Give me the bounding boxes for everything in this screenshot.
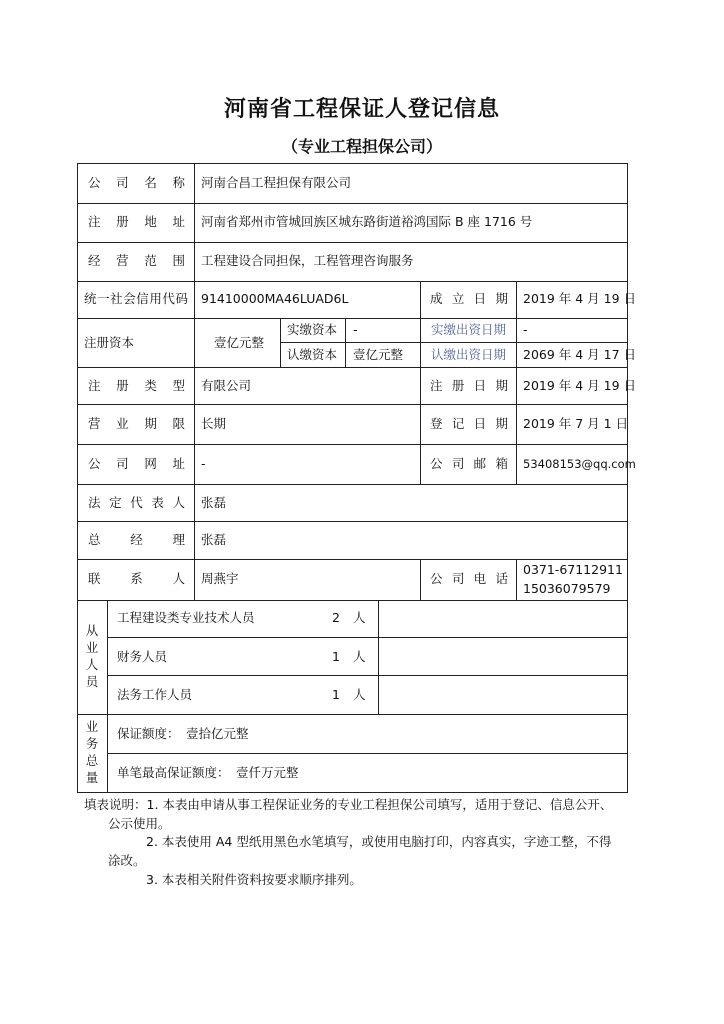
staff-row-unit: 人 xyxy=(353,610,366,625)
row-divider xyxy=(77,404,628,405)
guarantee-value: 壹拾亿元整 xyxy=(186,726,249,741)
address-label: 注册地址 xyxy=(88,214,185,229)
email-label: 公司邮箱 xyxy=(430,456,508,471)
row-divider xyxy=(77,600,628,601)
reg-date-value: 2019 年 4 月 19 日 xyxy=(523,378,637,393)
note-line: 2. 本表使用 A4 型纸用黑色水笔填写，或使用电脑打印，内容真实，字迹工整，不得 xyxy=(146,834,612,849)
row-divider xyxy=(107,675,628,676)
column-divider xyxy=(516,281,517,484)
phone-label: 公司电话 xyxy=(430,571,508,586)
subscribed-date-value: 2069 年 4 月 17 日 xyxy=(523,347,637,362)
column-divider xyxy=(345,318,346,367)
row-divider xyxy=(77,203,628,204)
address-value: 河南省郑州市管城回族区城东路街道裕鸿国际 B 座 1716 号 xyxy=(201,214,533,229)
row-divider xyxy=(77,281,628,282)
email-value: 53408153@qq.com xyxy=(523,457,636,471)
staff-row-unit: 人 xyxy=(353,649,366,664)
legal-rep-label: 法定代表人 xyxy=(88,495,185,510)
row-divider xyxy=(107,753,628,754)
row-divider xyxy=(280,342,628,343)
note-line: 公示使用。 xyxy=(108,816,171,831)
guarantee-label: 保证额度： xyxy=(117,726,180,741)
row-divider xyxy=(77,318,628,319)
phone-value-2: 15036079579 xyxy=(523,581,611,596)
reg-type-label: 注册类型 xyxy=(88,378,185,393)
website-label: 公司网址 xyxy=(88,456,185,471)
paid-date-value: - xyxy=(523,322,528,337)
row-divider xyxy=(77,521,628,522)
staff-row-unit: 人 xyxy=(353,687,366,702)
gm-label: 总经理 xyxy=(88,532,185,547)
paid-capital-label: 实缴资本 xyxy=(287,322,338,337)
subscribed-capital-label: 认缴资本 xyxy=(287,347,338,362)
capital-label: 注册资本 xyxy=(84,335,135,350)
paid-capital-value: - xyxy=(353,322,358,337)
row-divider xyxy=(77,714,628,715)
staff-section-label: 从业人员 xyxy=(85,623,99,689)
paid-date-label: 实缴出资日期 xyxy=(431,322,507,337)
document-subtitle: （专业工程担保公司） xyxy=(281,137,442,156)
term-value: 长期 xyxy=(201,416,227,431)
staff-row-label: 法务工作人员 xyxy=(117,687,193,702)
column-divider xyxy=(516,559,517,600)
row-divider xyxy=(77,242,628,243)
credit-code-value: 91410000MA46LUAD6L xyxy=(201,291,349,306)
phone-value-1: 0371-67112911 xyxy=(523,562,623,577)
column-divider xyxy=(107,600,108,792)
row-divider xyxy=(77,484,628,485)
column-divider xyxy=(194,163,195,600)
credit-code-label: 统一社会信用代码 xyxy=(84,291,188,306)
subscribed-capital-value: 壹亿元整 xyxy=(353,347,404,362)
established-label: 成立日期 xyxy=(430,291,508,306)
record-date-label: 登记日期 xyxy=(430,416,508,431)
scope-value: 工程建设合同担保，工程管理咨询服务 xyxy=(201,253,414,268)
row-divider xyxy=(107,637,628,638)
table-border-top xyxy=(77,163,628,164)
document-title: 河南省工程保证人登记信息 xyxy=(223,97,500,122)
column-divider xyxy=(420,559,421,600)
table-border-bottom xyxy=(77,792,628,793)
staff-row-count: 1 xyxy=(332,687,340,702)
table-border-left xyxy=(77,163,78,793)
column-divider xyxy=(378,600,379,714)
established-value: 2019 年 4 月 19 日 xyxy=(523,291,637,306)
reg-type-value: 有限公司 xyxy=(201,378,252,393)
website-value: - xyxy=(201,456,206,471)
business-section-label: 业务总量 xyxy=(85,719,99,785)
column-divider xyxy=(420,367,421,484)
note-line: 3. 本表相关附件资料按要求顺序排列。 xyxy=(146,872,362,887)
gm-value: 张磊 xyxy=(201,532,227,547)
staff-row-label: 工程建设类专业技术人员 xyxy=(117,610,255,625)
term-label: 营业期限 xyxy=(88,416,185,431)
note-line: 填表说明：1. 本表由申请从事工程保证业务的专业工程担保公司填写，适用于登记、信息公开、 xyxy=(84,797,613,812)
company-name-label: 公司名称 xyxy=(88,175,185,190)
scope-label: 经营范围 xyxy=(88,253,185,268)
staff-row-count: 1 xyxy=(332,649,340,664)
row-divider xyxy=(77,559,628,560)
capital-value: 壹亿元整 xyxy=(214,335,265,350)
company-name-value: 河南合昌工程担保有限公司 xyxy=(201,175,352,190)
single-guarantee-label: 单笔最高保证额度： xyxy=(117,765,230,780)
single-guarantee-value: 壹仟万元整 xyxy=(236,765,299,780)
note-line: 涂改。 xyxy=(108,853,146,868)
row-divider xyxy=(77,444,628,445)
reg-date-label: 注册日期 xyxy=(430,378,508,393)
contact-value: 周燕宇 xyxy=(201,571,239,586)
column-divider xyxy=(280,318,281,367)
staff-row-label: 财务人员 xyxy=(117,649,168,664)
staff-row-count: 2 xyxy=(332,610,340,625)
legal-rep-value: 张磊 xyxy=(201,495,227,510)
column-divider xyxy=(420,281,421,367)
row-divider xyxy=(77,367,628,368)
record-date-value: 2019 年 7 月 1 日 xyxy=(523,416,629,431)
contact-label: 联系人 xyxy=(88,571,185,586)
table-border-right xyxy=(627,163,628,793)
subscribed-date-label: 认缴出资日期 xyxy=(431,347,507,362)
